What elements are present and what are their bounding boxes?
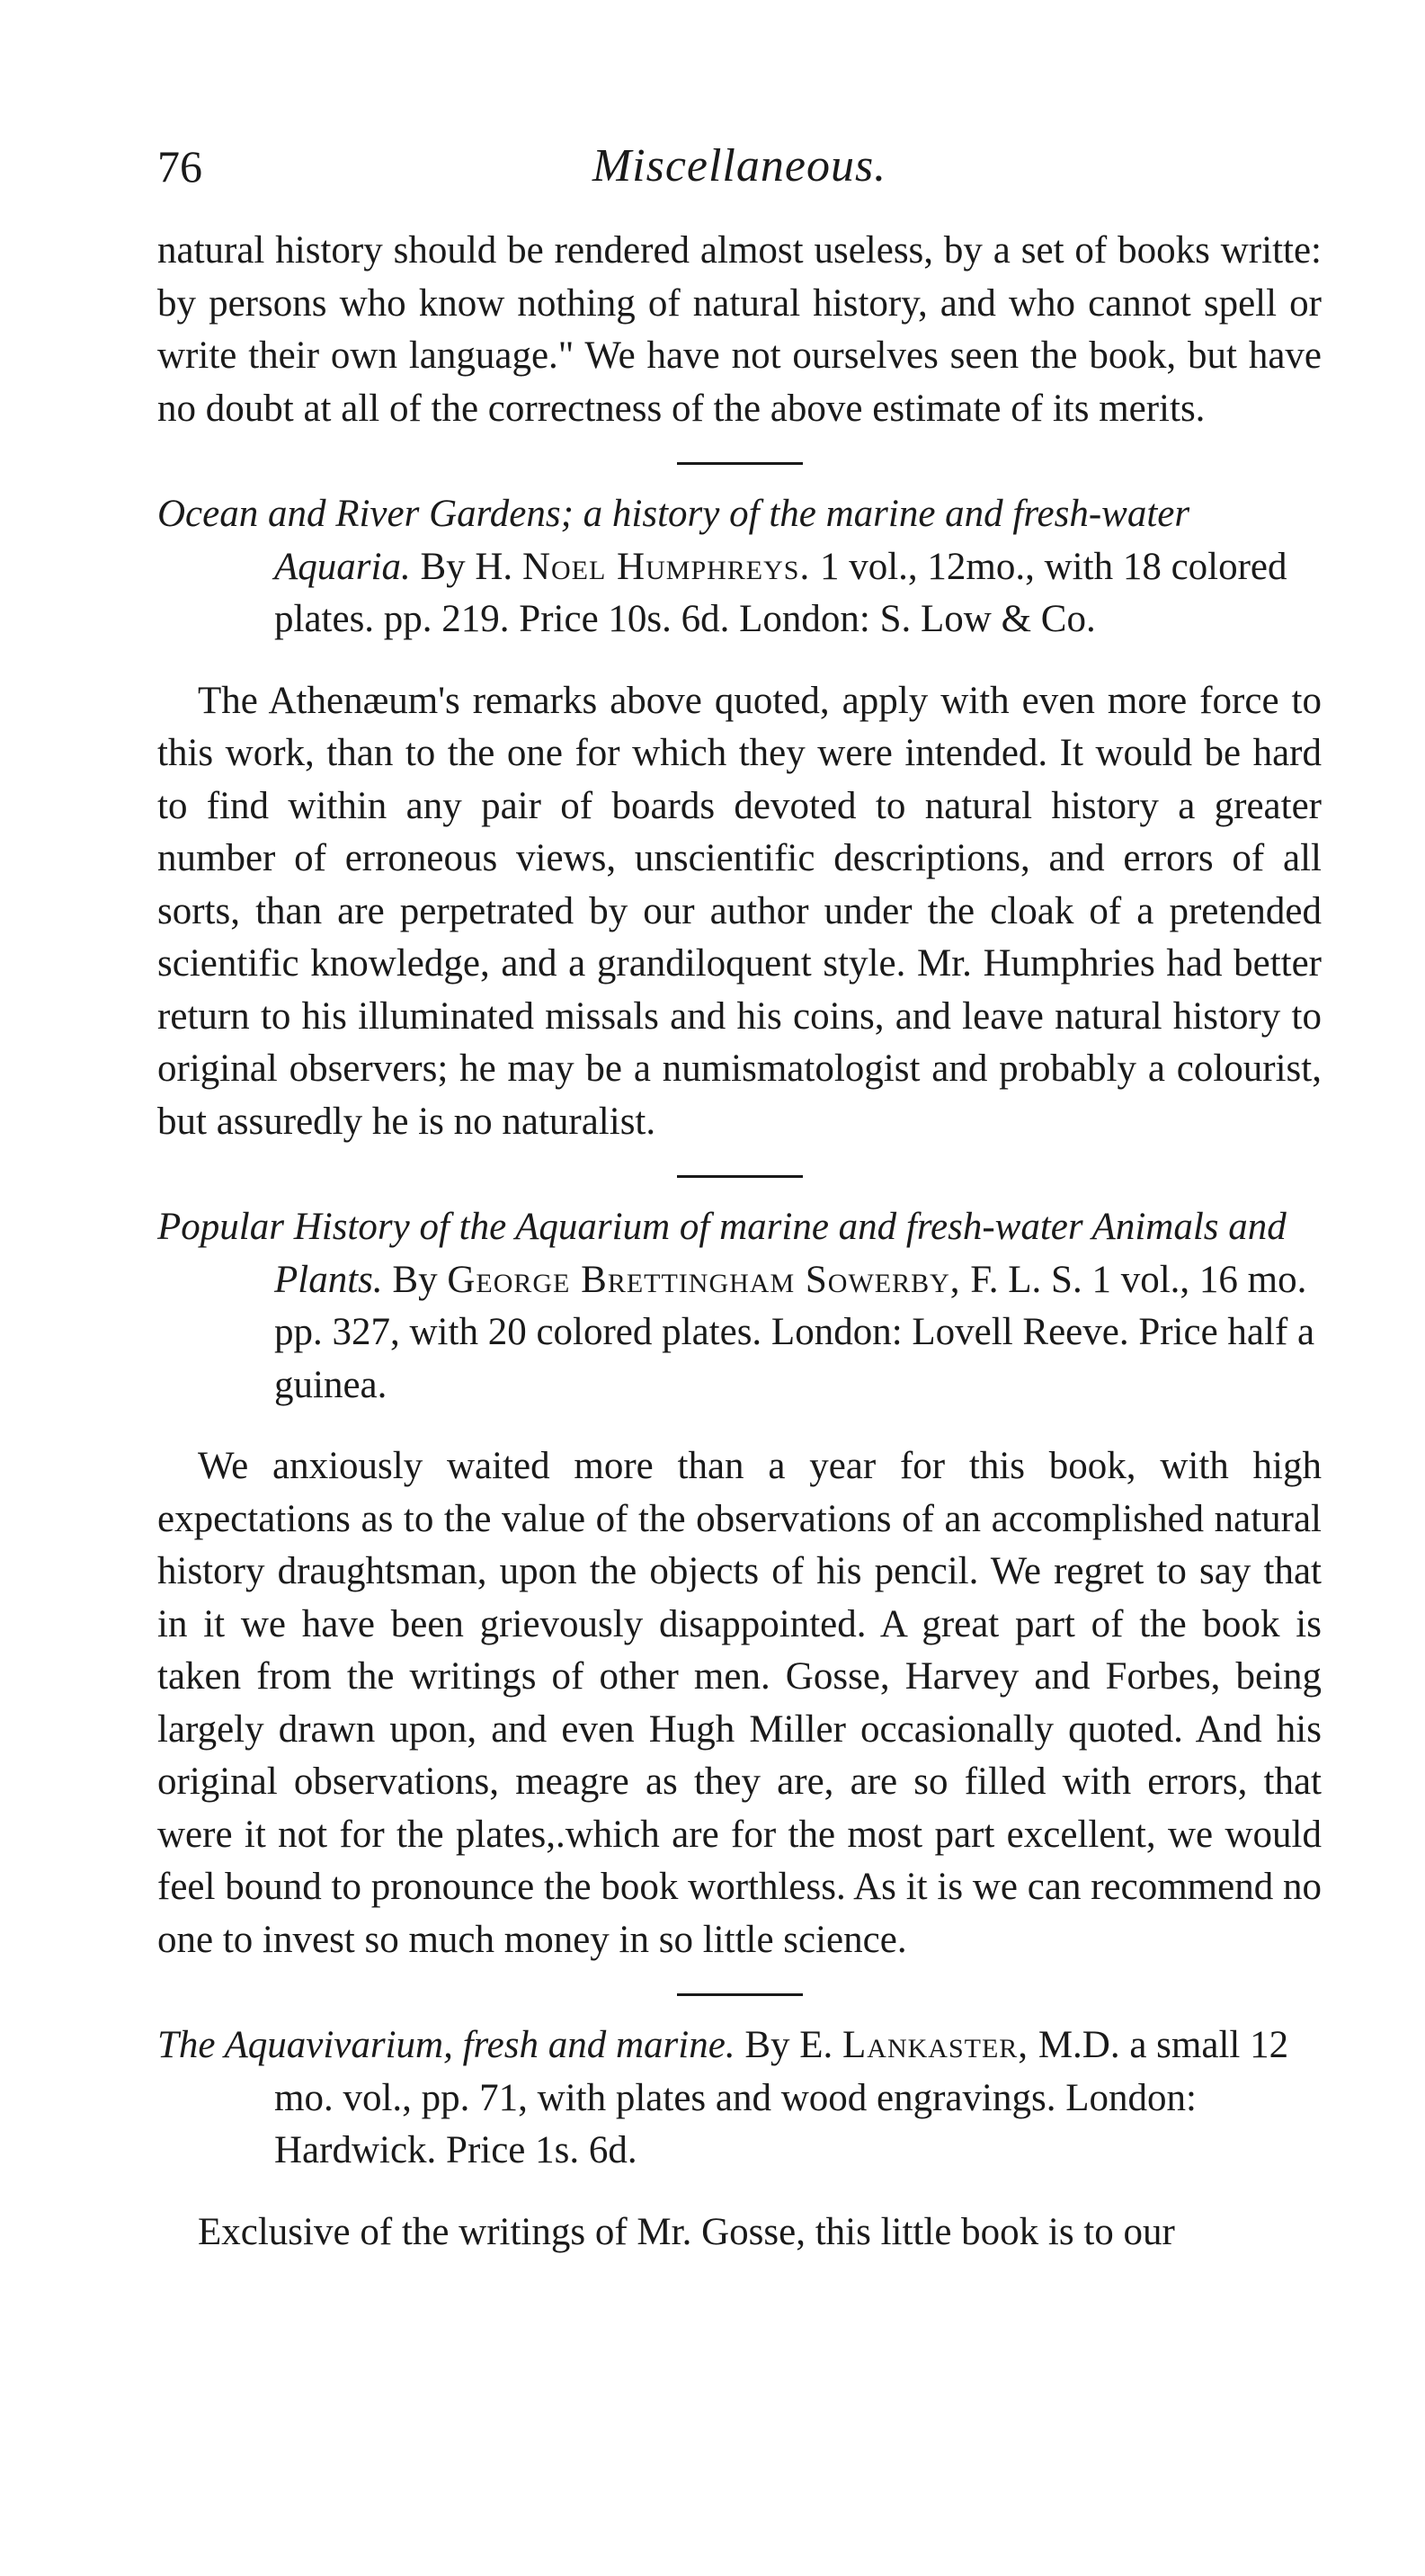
book-byline: By H. [420,545,513,588]
review-paragraph: We anxiously waited more than a year for this book, with high expectations as to the value of the observations of an accomplished natural history draughtsman, upon the objects of his pencil. We regret to say that in it we have been grievously disappointed. A great part of the book is taken from the writings of other men. Gosse, Harvey and Forbes, being largely drawn upon, and even Hugh Miller occasionally quoted. And his original observations, meagre as they are, are so filled with errors, that were it not for the plates,.which are for the most part excellent, we would feel bound to pronounce the book worthless. As it is we can recommend no one to invest so much money in so little science. [157,1445,1322,1961]
book-author: Noel Humphreys. [521,545,811,588]
review-paragraph: Exclusive of the writings of Mr. Gosse, this little book is to our [198,2210,1175,2253]
book-entry-popular-history-aquarium [157,1201,1322,1412]
book-details: 1 vol., 12mo., with 18 colored plates. pp. 219. Price 10s. 6d. London: S. Low & Co. [274,545,1287,640]
section-divider [677,1993,803,1996]
book-author: George Brettingham Sowerby, [447,1258,961,1301]
book-entry-aquavivarium [157,2019,1322,2178]
book-byline: By [392,1258,438,1301]
book-title: Popular History of the Aquarium of marine and fresh-water Animals and Plants. [157,1206,1287,1301]
book-byline: By E. [744,2024,833,2066]
page-body [157,225,1322,2259]
book-details: F. L. S. 1 vol., 16 mo. pp. 327, with 20 colored plates. London: Lovell Reeve. Price half a guinea. [274,1258,1315,1406]
section-divider [677,1175,803,1178]
book-details: M.D. a small 12 mo. vol., pp. 71, with plates and wood engravings. London: Hardwick. Price 1s. 6d. [274,2024,1289,2171]
running-head [157,135,1322,198]
continuation-paragraph: natural history should be rendered almost useless, by a set of books writte: by persons who know nothing of natural history, and who cannot spell or write their own language." We have not ourselves seen the book, but have no doubt at all of the correctness of the above estimate of its merits. [157,229,1322,430]
page-number: 76 [157,141,202,192]
book-entry-ocean-river-gardens [157,488,1322,646]
book-title: Ocean and River Gardens; a history of the marine and fresh-water Aquaria. [157,493,1190,588]
review-paragraph: The Athenæum's remarks above quoted, apply with even more force to this work, than to the one for which they were intended. It would be hard to find within any pair of boards devoted to natural history a greater number of erroneous views, unscientific descriptions, and errors of all sorts, than are perpetrated by our author under the cloak of a pretended scientific knowledge, and a grandiloquent style. Mr. Humphries had better return to his illuminated missals and his coins, and leave natural history to original observers; he may be a numismatologist and probably a colourist, but assuredly he is no naturalist. [157,679,1322,1143]
book-title: The Aquavivarium, fresh and marine. [157,2024,735,2066]
running-title: Miscellaneous. [592,140,887,192]
section-divider [677,462,803,465]
book-author: Lankaster, [842,2024,1029,2066]
